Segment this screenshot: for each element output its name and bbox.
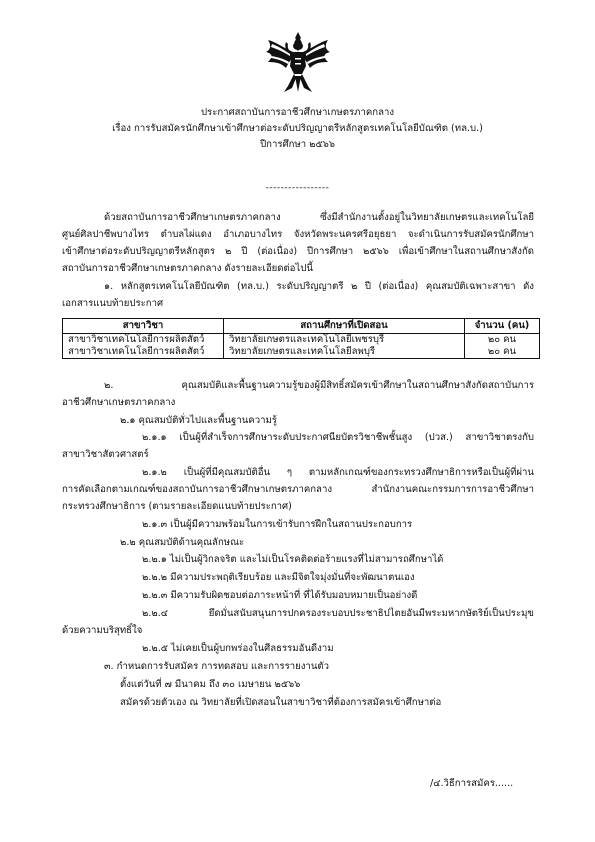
item-2-1-2-line-2: การคัดเลือกตามเกณฑ์ของสถาบันการอาชีวศึกษาเกษตรภาคกลาง สำนักงานคณะกรรมการการอาชีวศึกษา bbox=[62, 484, 534, 495]
cell-count: ๒๐ คน bbox=[465, 346, 540, 359]
item-2-1-2-line-3: กระทรวงศึกษาธิการ (ตามรายละเอียดแนบท้ายประกาศ) bbox=[62, 501, 292, 512]
column-header-count: จำนวน (คน) bbox=[465, 319, 540, 334]
item-2-1-1-line-1: ๒.๑.๑ เป็นผู้ที่สำเร็จการศึกษาระดับประกาศนียบัตรวิชาชีพชั้นสูง (ปวส.) สาขาวิชาตรงกับ bbox=[142, 432, 534, 443]
item-2-2-5: ๒.๒.๕ ไม่เคยเป็นผู้บกพร่องในศีลธรรมอันดีงาม bbox=[142, 643, 334, 654]
item-2-1-2-line-1: ๒.๑.๒ เป็นผู้ที่มีคุณสมบัติอื่น ๆ ตามหลักเกณฑ์ของกระทรวงศึกษาธิการหรือเป็นผู้ที่ผ่าน bbox=[142, 467, 534, 478]
academic-year: ปีการศึกษา ๒๕๖๖ bbox=[260, 139, 335, 150]
item-2-2-1: ๒.๒.๑ ไม่เป็นผู้วิกลจริต และไม่เป็นโรคติดต่อร้ายแรงที่ไม่สามารถศึกษาได้ bbox=[142, 554, 444, 565]
section3-heading: ๓. กำหนดการรับสมัคร การทดสอบ และการรายงานตัว bbox=[104, 661, 329, 672]
cell-institution: วิทยาลัยเกษตรและเทคโนโลยีเพชรบุรี bbox=[224, 334, 465, 347]
cell-count: ๒๐ คน bbox=[465, 334, 540, 347]
intro-line-3: เข้าศึกษาต่อระดับปริญญาตรีหลักสูตร ๒ ปี (ต่อเนื่อง) ปีการศึกษา ๒๕๖๖ เพื่อเข้าศึกษาในสถานศึกษาสังกัด bbox=[62, 246, 534, 257]
announcement-subject: เรื่อง การรับสมัครนักศึกษาเข้าศึกษาต่อระดับปริญญาตรีหลักสูตรเทคโนโลยีบัณฑิต (ทล.บ.) bbox=[112, 123, 483, 134]
application-dates: ตั้งแต่วันที่ ๗ มีนาคม ถึง ๓๐ เมษายน ๒๕๖๖ bbox=[120, 679, 301, 690]
cell-major: สาขาวิชาเทคโนโลยีการผลิตสัตว์ bbox=[63, 346, 224, 359]
item-2-2-3: ๒.๒.๓ มีความรับผิดชอบต่อภาระหน้าที่ ที่ได้รับมอบหมายเป็นอย่างดี bbox=[142, 590, 418, 601]
intro-line-2: ศูนย์ศิลปาชีพบางไทร ตำบลไผ่แดง อำเภอบางไทร จังหวัดพระนครศรีอยุธยา จะดำเนินการรับสมัครนักศึกษา bbox=[62, 229, 534, 240]
section1-line-2: เอกสารแนบท้ายประกาศ bbox=[62, 298, 164, 309]
section2-1-heading: ๒.๑ คุณสมบัติทั่วไปและพื้นฐานความรู้ bbox=[120, 415, 277, 426]
item-2-2-4-line-1: ๒.๒.๔ ยึดมั่นสนับสนุนการปกครองระบอบประชาธิปไตยอันมีพระมหากษัตริย์เป็นประมุข bbox=[142, 608, 534, 619]
column-header-institution: สถานศึกษาที่เปิดสอน bbox=[224, 319, 465, 334]
intro-line-4: สถาบันการอาชีวศึกษาเกษตรภาคกลาง ดังรายละเอียดต่อไปนี้ bbox=[62, 263, 313, 274]
item-2-1-1-line-2: สาขาวิชาสัตวศาสตร์ bbox=[62, 449, 149, 460]
program-table bbox=[62, 318, 540, 359]
intro-line-1: ด้วยสถาบันการอาชีวศึกษาเกษตรภาคกลาง ซึ่งมีสำนักงานตั้งอยู่ในวิทยาลัยเกษตรและเทคโนโลยี bbox=[104, 212, 534, 223]
column-header-major: สาขาวิชา bbox=[63, 319, 224, 334]
table-row bbox=[63, 334, 540, 347]
table-header-row bbox=[63, 319, 540, 334]
continued-footer: /๔.วิธีการสมัคร...... bbox=[430, 778, 514, 789]
section2-heading-line-2: อาชีวศึกษาเกษตรภาคกลาง bbox=[62, 397, 176, 408]
separator-line: ----------------- bbox=[265, 183, 330, 193]
announcement-title: ประกาศสถาบันการอาชีวศึกษาเกษตรภาคกลาง bbox=[200, 107, 395, 118]
section2-heading-line-1: ๒. คุณสมบัติและพื้นฐานความรู้ของผู้มีสิทธิ์สมัครเข้าศึกษาในสถานศึกษาสังกัดสถาบันการ bbox=[104, 380, 534, 391]
garuda-emblem-icon bbox=[264, 30, 332, 94]
item-2-2-4-line-2: ด้วยความบริสุทธิ์ใจ bbox=[62, 625, 143, 636]
table-row bbox=[63, 346, 540, 359]
application-note: สมัครด้วยตัวเอง ณ วิทยาลัยที่เปิดสอนในสาขาวิชาที่ต้องการสมัครเข้าศึกษาต่อ bbox=[120, 697, 442, 708]
section1-line-1: ๑. หลักสูตรเทคโนโลยีบัณฑิต (ทล.บ.) ระดับปริญญาตรี ๒ ปี (ต่อเนื่อง) คุณสมบัติเฉพาะสาขา ดัง bbox=[104, 281, 534, 292]
item-2-2-2: ๒.๒.๒ มีความประพฤติเรียบร้อย และมีจิตใจมุ่งมั่นที่จะพัฒนาตนเอง bbox=[142, 572, 415, 583]
cell-institution: วิทยาลัยเกษตรและเทคโนโลยีลพบุรี bbox=[224, 346, 465, 359]
item-2-1-3: ๒.๑.๓ เป็นผู้มีความพร้อมในการเข้ารับการฝึกในสถานประกอบการ bbox=[142, 519, 413, 530]
cell-major: สาขาวิชาเทคโนโลยีการผลิตสัตว์ bbox=[63, 334, 224, 347]
section2-2-heading: ๒.๒ คุณสมบัติด้านคุณลักษณะ bbox=[120, 537, 245, 548]
